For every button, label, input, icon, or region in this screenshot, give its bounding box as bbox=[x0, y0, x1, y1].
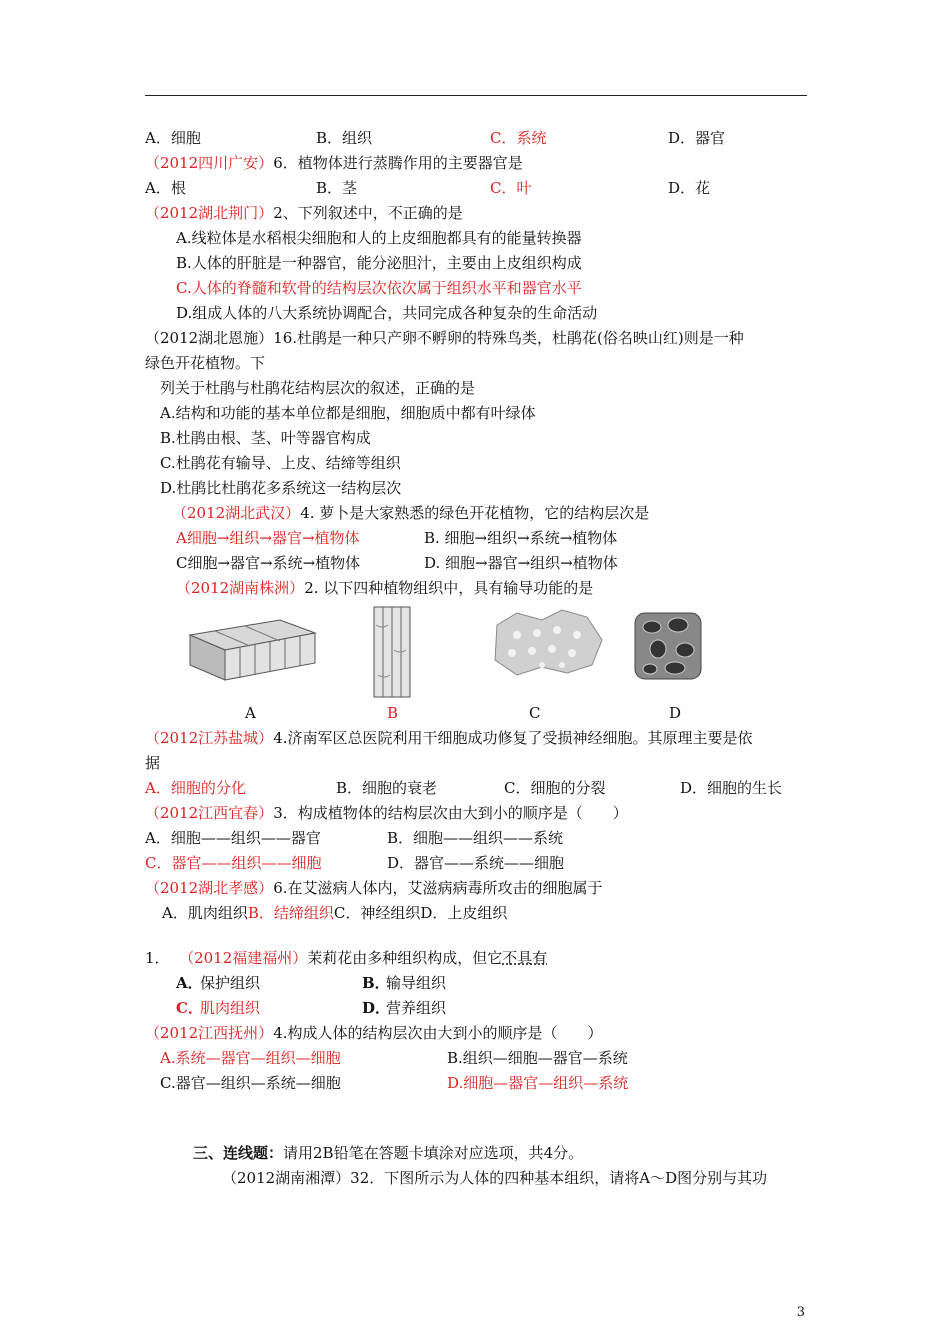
section-title: 三、连线题： bbox=[193, 1144, 284, 1162]
option-d: D．器官 bbox=[668, 129, 726, 147]
option-d: D. 细胞→器官→组织→植物体 bbox=[424, 554, 618, 572]
option-d: D．花 bbox=[668, 179, 711, 197]
option-d-answer: D.杜鹃比杜鹃花多系统这一结构层次 bbox=[160, 479, 402, 497]
option-a-letter: A． bbox=[176, 974, 203, 992]
figure-label-c: C bbox=[529, 704, 541, 722]
option-a: A．肌肉组织 bbox=[162, 904, 248, 922]
tissue-figure-d bbox=[630, 605, 710, 685]
option-b: B.杜鹃由根、茎、叶等器官构成 bbox=[160, 429, 371, 447]
source-tag: （2012江苏盐城） bbox=[145, 729, 274, 747]
options-row bbox=[162, 903, 507, 923]
option-d: D．器官——系统——细胞 bbox=[387, 854, 565, 872]
question-text: 4. 萝卜是大家熟悉的绿色开花植物，它的结构层次是 bbox=[300, 504, 650, 522]
option-c: C．细胞的分裂 bbox=[504, 779, 606, 797]
question-text: 2、下列叙述中，不正确的是 bbox=[273, 204, 463, 222]
option-a: A．细胞——组织——器官 bbox=[145, 829, 321, 847]
page-number: 3 bbox=[796, 1305, 805, 1320]
question-text: 6.在艾滋病人体内，艾滋病病毒所攻击的细胞属于 bbox=[273, 879, 603, 897]
question-hubei-wuhan bbox=[172, 503, 649, 523]
option-d: D.组成人体的八大系统协调配合，共同完成各种复杂的生命活动 bbox=[176, 304, 598, 322]
question-continuation: 绿色开花植物。下 bbox=[145, 354, 266, 372]
tissue-figure-c bbox=[487, 605, 607, 677]
question-jiangsu-yancheng bbox=[145, 728, 753, 748]
source-tag: （2012湖北孝感） bbox=[145, 879, 274, 897]
option-c-letter-answer: C． bbox=[176, 999, 203, 1017]
option-a: 保护组织 bbox=[200, 974, 261, 992]
option-b: B．茎 bbox=[316, 179, 358, 197]
question-text: 2. 以下四种植物组织中，具有输导功能的是 bbox=[304, 579, 594, 597]
question-jiangxi-fuzhou bbox=[145, 1023, 603, 1043]
question-hunan-zhuzhou bbox=[176, 578, 593, 598]
option-c: C.杜鹃花有输导、上皮、结缔等组织 bbox=[160, 454, 401, 472]
source-tag: （2012湖南株洲） bbox=[176, 579, 305, 597]
option-a-answer: A细胞→组织→器官→植物体 bbox=[176, 529, 360, 547]
option-c-answer: 肌肉组织 bbox=[200, 999, 261, 1017]
question-text: 4.构成人体的结构层次由大到小的顺序是（ ） bbox=[273, 1024, 603, 1042]
source-tag: （2012四川广安） bbox=[145, 154, 274, 172]
question-continuation: 列关于杜鹃与杜鹃花结构层次的叙述，正确的是 bbox=[160, 379, 476, 397]
option-a: A．根 bbox=[145, 179, 186, 197]
option-c-answer: C.人体的脊髓和软骨的结构层次依次属于组织水平和器官水平 bbox=[176, 279, 582, 297]
option-b: B．细胞的衰老 bbox=[336, 779, 438, 797]
option-d-answer: D.细胞—器官—组织—系统 bbox=[447, 1074, 629, 1092]
emphasized-text: 不具有 bbox=[502, 949, 548, 967]
source-tag: （2012湖北武汉） bbox=[172, 504, 301, 522]
question-hubei-xiaogan bbox=[145, 878, 603, 898]
option-b: B.人体的肝脏是一种器官，能分泌胆汁，主要由上皮组织构成 bbox=[176, 254, 582, 272]
option-d: D．细胞的生长 bbox=[680, 779, 783, 797]
option-c-answer: C．叶 bbox=[490, 179, 532, 197]
header-rule bbox=[145, 95, 807, 96]
option-a: A.结构和功能的基本单位都是细胞，细胞质中都有叶绿体 bbox=[160, 404, 536, 422]
option-a: A.线粒体是水稻根尖细胞和人的上皮细胞都具有的能量转换器 bbox=[176, 229, 582, 247]
figure-label-d: D bbox=[669, 704, 682, 722]
option-b-letter: B． bbox=[362, 974, 390, 992]
section-three-heading bbox=[193, 1143, 583, 1163]
option-c-answer: C．器官——组织——细胞 bbox=[145, 854, 322, 872]
question-hubei-enshi: （2012湖北恩施）16.杜鹃是一种只产卵不孵卵的特殊鸟类，杜鹃花(俗名映山红)则是一种 bbox=[145, 329, 744, 347]
question-hubei-jingmen bbox=[145, 203, 463, 223]
option-d: D．上皮组织 bbox=[420, 904, 508, 922]
option-d: 营养组织 bbox=[386, 999, 447, 1017]
question-hunan-xiangtan: （2012湖南湘潭）32．下图所示为人体的四种基本组织，请将A～D图分别与其功 bbox=[222, 1169, 768, 1187]
option-c-answer: C．系统 bbox=[490, 129, 547, 147]
option-a: A．细胞 bbox=[145, 129, 201, 147]
source-tag: （2012江西宜春） bbox=[145, 804, 274, 822]
question-text: 茉莉花由多种组织构成，但它 bbox=[307, 949, 503, 967]
option-c: C．神经组织 bbox=[333, 904, 421, 922]
question-continuation: 据 bbox=[145, 754, 161, 772]
option-b: B. 细胞→组织→系统→植物体 bbox=[424, 529, 618, 547]
option-c: C细胞→器官→系统→植物体 bbox=[176, 554, 361, 572]
option-a-answer: A.系统—器官—组织—细胞 bbox=[160, 1049, 341, 1067]
section-instructions: 请用2B铅笔在答题卡填涂对应选项，共4分。 bbox=[283, 1144, 584, 1162]
question-text: 6．植物体进行蒸腾作用的主要器官是 bbox=[273, 154, 523, 172]
question-number: 1． bbox=[145, 949, 170, 967]
option-b: B.组织—细胞—器官—系统 bbox=[447, 1049, 628, 1067]
question-text: 4.济南军区总医院利用干细胞成功修复了受损神经细胞。其原理主要是依 bbox=[273, 729, 753, 747]
figure-label-a: A bbox=[245, 704, 256, 722]
source-tag: （2012湖北荆门） bbox=[145, 204, 274, 222]
tissue-figure-a bbox=[185, 605, 320, 685]
option-c: C.器官—组织—系统—细胞 bbox=[160, 1074, 341, 1092]
question-sichuan-guangan bbox=[145, 153, 523, 173]
figure-label-b-answer: B bbox=[387, 704, 399, 722]
question-fujian-fuzhou bbox=[145, 948, 547, 968]
option-b: 输导组织 bbox=[386, 974, 447, 992]
source-tag: （2012福建福州） bbox=[179, 949, 308, 967]
source-tag: （2012江西抚州） bbox=[145, 1024, 274, 1042]
tissue-figure-b bbox=[372, 605, 412, 700]
option-b: B．细胞——组织——系统 bbox=[387, 829, 564, 847]
option-b-answer: B．结缔组织 bbox=[247, 904, 334, 922]
option-d-letter: D． bbox=[362, 999, 391, 1017]
question-text: 3．构成植物体的结构层次由大到小的顺序是（ ） bbox=[273, 804, 628, 822]
option-a-answer: A．细胞的分化 bbox=[145, 779, 246, 797]
question-jiangxi-yichun bbox=[145, 803, 628, 823]
option-b: B．组织 bbox=[316, 129, 373, 147]
